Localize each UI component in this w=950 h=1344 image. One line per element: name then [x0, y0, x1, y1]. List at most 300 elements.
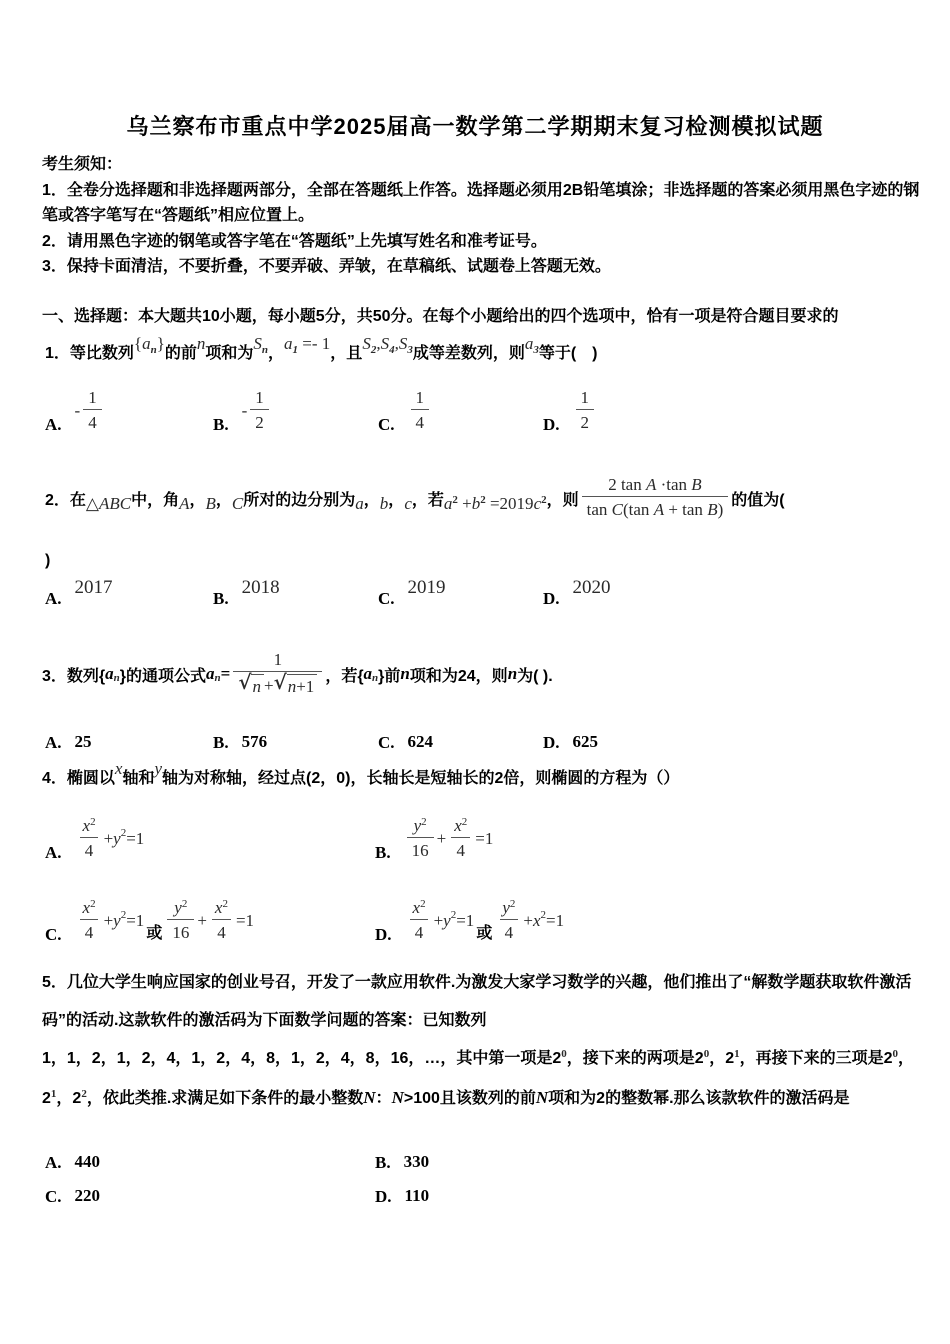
math-superscript: 2	[452, 494, 458, 506]
math-roman: =1	[546, 910, 565, 930]
math-group	[232, 494, 243, 514]
math-roman: 4	[88, 413, 97, 433]
fraction-numerator	[449, 816, 472, 837]
math-var: y	[113, 910, 121, 930]
fraction-denominator	[576, 409, 595, 434]
question-4-option-a	[45, 800, 144, 862]
fraction-numerator	[409, 816, 432, 837]
fraction-numerator	[269, 650, 288, 671]
math-roman: =1	[126, 828, 145, 848]
math-roman: -	[74, 401, 81, 421]
math-var-bold: a	[363, 664, 373, 683]
option-label: A.	[45, 589, 62, 608]
question-1-option-a	[45, 388, 105, 434]
question-4-stem	[42, 759, 942, 788]
option-label: D.	[543, 589, 560, 608]
math-roman: 4	[456, 841, 465, 860]
math-roman: 2018	[241, 577, 280, 598]
math-group	[355, 494, 364, 514]
option-label: D.	[375, 1187, 392, 1206]
math-var: A	[645, 474, 657, 494]
question-3-option-c	[378, 732, 433, 752]
radical	[273, 670, 318, 698]
option-label: C.	[378, 589, 395, 608]
question-5-option-a	[45, 1152, 100, 1172]
math-superscript: 2	[540, 908, 547, 921]
question-3-option-b	[213, 732, 267, 752]
math-subscript: n	[372, 672, 379, 684]
text-run: ，2	[709, 1050, 735, 1067]
math-roman: 16	[411, 841, 429, 860]
question-3-option-d	[543, 732, 598, 752]
fraction	[78, 816, 101, 862]
math-superscript: 0	[561, 1048, 567, 1060]
math-subscript: n	[150, 344, 157, 356]
text-run: ，2	[42, 1050, 915, 1107]
math-group	[179, 494, 189, 514]
notice-item-2: 2．请用黑色字迹的钢笔或答字笔在“答题纸”上先填写姓名和准考证号。	[42, 233, 547, 250]
fraction	[449, 816, 472, 862]
option-content	[404, 1152, 430, 1172]
question-1-option-d	[543, 388, 597, 434]
math-roman: 4	[217, 923, 226, 942]
fraction-numerator	[408, 898, 431, 919]
question-1-option-b	[213, 388, 272, 434]
math-group	[86, 494, 131, 514]
math-subscript: 1	[292, 344, 299, 356]
option-content	[75, 732, 92, 752]
fraction-numerator	[497, 898, 520, 919]
math-var: x	[214, 897, 223, 917]
math-var: a	[443, 494, 453, 513]
option-content	[408, 388, 433, 434]
option-label: B.	[375, 1153, 391, 1172]
option-content	[404, 816, 494, 862]
fraction	[408, 898, 431, 944]
math-var: B	[205, 494, 216, 513]
math-var: c	[404, 494, 412, 513]
text-run: 的值为(	[731, 491, 785, 509]
text-run: 的前	[164, 345, 197, 362]
text-run: ，	[215, 491, 232, 509]
math-var: S	[398, 334, 408, 353]
option-content	[405, 1186, 430, 1206]
question-5-option-b	[375, 1152, 429, 1172]
math-roman: ,	[376, 334, 381, 353]
text-run: ，且	[330, 345, 363, 362]
math-subscript: 3	[407, 344, 413, 356]
math-roman: +	[263, 676, 274, 696]
math-bold: 440	[74, 1152, 101, 1171]
option-label: A.	[45, 415, 62, 435]
option-label: C.	[45, 1187, 62, 1206]
math-var: a	[284, 334, 293, 353]
text-run: >100且该数列的前	[403, 1090, 536, 1107]
math-superscript: 0	[892, 1048, 898, 1060]
text-run: ，	[189, 491, 206, 509]
question-1-option-c	[378, 388, 432, 434]
option-content	[75, 1186, 101, 1206]
option-label: C.	[378, 415, 395, 435]
fraction-denominator	[451, 837, 470, 862]
math-superscript: 2	[450, 908, 457, 921]
math-group	[253, 334, 268, 354]
math-var: y	[113, 828, 121, 848]
question-2-option-b	[213, 577, 280, 608]
text-run: ，	[363, 491, 380, 509]
math-var: a	[142, 334, 151, 353]
option-content	[405, 898, 565, 944]
question-1-stem	[45, 334, 945, 363]
fraction	[411, 388, 430, 434]
option-label: B.	[213, 733, 229, 752]
math-group	[75, 577, 113, 599]
math-group	[573, 577, 611, 599]
math-roman: 16	[172, 923, 190, 942]
math-var: S	[362, 334, 371, 353]
math-var: y	[413, 815, 422, 835]
option-content	[573, 388, 598, 434]
math-var: S	[253, 334, 262, 353]
math-var: n	[287, 677, 297, 697]
question-2-option-d	[543, 577, 611, 608]
math-roman: 1	[255, 388, 264, 407]
math-var-bold: n	[507, 664, 518, 683]
question-2-option-a	[45, 577, 113, 608]
math-roman: 4	[84, 841, 94, 860]
fraction-numerator	[78, 898, 101, 919]
option-content	[75, 1152, 101, 1172]
math-subscript: n	[214, 672, 221, 684]
math-subscript: n	[113, 672, 120, 684]
radical-sign: √	[273, 670, 287, 695]
page-title: 乌兰察布市重点中学2025届高一数学第二学期期末复习检测模拟试题	[126, 114, 824, 139]
math-var: A	[179, 494, 190, 513]
math-bold: =	[220, 664, 231, 683]
math-roman: + tan	[664, 500, 708, 520]
math-superscript: 2	[120, 908, 127, 921]
math-superscript: 1	[50, 1088, 57, 1100]
fraction	[167, 898, 194, 944]
text-run: 项和为24，则	[409, 667, 508, 685]
math-var-bold: N	[535, 1088, 549, 1107]
text-run: 项和为	[205, 345, 254, 362]
radical-sign: √	[238, 670, 252, 695]
math-roman: 2019	[407, 577, 446, 598]
text-run: 成等差数列，则	[412, 345, 525, 362]
fraction	[497, 898, 520, 944]
math-var-bold: N	[391, 1088, 404, 1107]
fraction	[78, 898, 101, 944]
fraction	[407, 816, 434, 862]
math-superscript: 2	[461, 815, 468, 828]
math-var: S	[380, 334, 390, 353]
text-run: ，则	[546, 491, 579, 509]
math-var: C	[231, 494, 244, 513]
question-2-stem-continued: )	[45, 552, 51, 569]
math-var: x	[82, 815, 91, 835]
fraction	[250, 388, 269, 434]
math-superscript: 2	[480, 494, 486, 506]
fraction-denominator	[167, 919, 194, 944]
math-subscript: 2	[370, 344, 377, 356]
math-subscript: 3	[533, 344, 539, 356]
question-5-paragraph-2	[42, 1040, 926, 1119]
math-roman: 1	[88, 388, 97, 407]
math-roman: =1	[126, 910, 145, 930]
math-group	[206, 494, 216, 514]
math-roman: 4	[504, 923, 514, 942]
text-run: 所对的边分别为	[243, 491, 356, 509]
option-content	[242, 732, 268, 752]
fraction-denominator	[212, 919, 231, 944]
math-var: x	[82, 897, 91, 917]
math-var: y	[502, 897, 510, 917]
text-run: 轴为对称轴，经过点(2，0)，长轴长是短轴长的2倍，则椭圆的方程为（）	[162, 770, 680, 787]
option-label: B.	[213, 589, 229, 608]
text-run: ，若	[411, 491, 444, 509]
math-roman: =- 1	[298, 334, 331, 353]
math-var: x	[454, 815, 462, 835]
math-roman: +	[433, 910, 444, 930]
math-group	[284, 334, 330, 354]
math-var: n	[252, 677, 261, 697]
fraction-denominator	[407, 837, 434, 862]
text-run: 3．数列{	[42, 667, 106, 685]
text-run: ：	[375, 1090, 392, 1107]
text-run: }的通项公式	[119, 667, 206, 685]
option-label: A.	[45, 1153, 62, 1172]
fraction-numerator	[576, 388, 595, 409]
option-content	[75, 388, 105, 434]
notice-item-1: 1．全卷分选择题和非选择题两部分，全部在答题纸上作答。选择题必须用2B铅笔填涂；非选择题的答案必须用黑色字迹的钢笔或答字笔写在“答题纸”相应位置上。	[42, 182, 920, 224]
question-3-option-a	[45, 732, 92, 752]
fraction-denominator	[500, 919, 519, 944]
question-5-paragraph-1	[42, 964, 922, 1040]
math-superscript: 2	[541, 494, 547, 506]
text-run: ，依此类推.求满足如下条件的最小整数	[86, 1090, 364, 1107]
option-label: C.	[378, 733, 395, 752]
math-roman: 4	[84, 923, 94, 942]
text-run: ，	[268, 345, 285, 362]
option-content	[573, 732, 599, 752]
question-5-option-c	[45, 1186, 100, 1206]
math-roman: =1	[456, 910, 475, 930]
option-label: D.	[543, 415, 560, 435]
text-run: 项和为2的整数幂.那么该款软件的激活码是	[548, 1090, 850, 1107]
math-roman: +	[103, 828, 114, 848]
math-superscript: 2	[120, 826, 127, 839]
math-group	[404, 494, 412, 514]
text-run: 1，1，2，1，2，4，1，2，4，8，1，2，4，8，16，…，其中第一项是2	[42, 1050, 562, 1067]
fraction-denominator	[83, 409, 102, 434]
math-roman: +1	[296, 677, 315, 697]
option-content	[407, 577, 446, 608]
math-var-bold: N	[363, 1088, 376, 1107]
math-roman: 2017	[74, 577, 113, 598]
fraction	[210, 898, 233, 944]
fraction-denominator	[410, 919, 429, 944]
math-roman: 4	[415, 413, 425, 433]
math-group	[242, 577, 280, 599]
radicand	[287, 674, 318, 698]
math-roman: 2	[255, 413, 264, 433]
question-4-option-d	[375, 882, 564, 944]
fraction-numerator	[210, 898, 233, 919]
option-content	[241, 577, 280, 608]
text-run: ，再接下来的三项是2	[739, 1050, 893, 1067]
notice-heading: 考生须知：	[42, 156, 123, 173]
option-label: A.	[45, 843, 62, 862]
question-2-option-c	[378, 577, 446, 608]
math-roman: tan	[586, 500, 612, 520]
math-var: y	[154, 759, 163, 778]
math-var: n	[196, 334, 206, 353]
math-subscript: 4	[389, 344, 395, 356]
radical	[238, 670, 264, 698]
fraction-denominator	[80, 837, 99, 862]
math-roman: 1	[580, 388, 590, 407]
math-superscript: 2	[421, 815, 427, 828]
math-var: B	[707, 500, 718, 520]
math-var: y	[174, 897, 182, 917]
question-4-option-c	[45, 882, 254, 944]
radicand	[251, 674, 264, 698]
math-group	[134, 334, 165, 354]
math-superscript: 2	[420, 897, 426, 910]
math-var: x	[114, 759, 123, 778]
math-roman: }	[156, 334, 165, 353]
fraction-numerator	[83, 388, 102, 409]
fraction-numerator	[78, 816, 101, 837]
option-content	[242, 388, 272, 434]
math-var: C	[611, 500, 623, 520]
math-roman: +	[436, 828, 447, 848]
question-5-option-d	[375, 1186, 429, 1206]
math-roman: +	[197, 910, 207, 930]
fraction	[233, 650, 322, 698]
text-run: 5．几位大学生响应国家的创业号召，开发了一款应用软件.为激发大家学习数学的兴趣，他们推出了“解数学题获取软件激活码”的活动.这款软件的激活码为下面数学问题的答案：已知数列	[42, 974, 912, 1029]
text-run: 或	[476, 925, 493, 942]
math-var: a	[524, 334, 534, 353]
notice-item-3: 3．保持卡面清洁，不要折叠，不要弄破、弄皱，在草稿纸、试题卷上答题无效。	[42, 258, 611, 275]
fraction-numerator	[603, 475, 707, 496]
math-roman: 4	[414, 923, 424, 942]
math-roman: =1	[235, 910, 255, 930]
math-roman: +	[457, 494, 472, 513]
math-roman: {	[133, 334, 143, 353]
math-roman: 1	[415, 388, 425, 407]
math-roman: ,	[394, 334, 399, 353]
text-run: }前	[378, 667, 401, 685]
math-roman: =2019	[485, 494, 534, 513]
math-roman: +	[523, 910, 533, 930]
fraction-denominator	[411, 409, 430, 434]
math-superscript: 2	[81, 1088, 87, 1100]
text-run: ，若{	[325, 667, 364, 685]
option-label: A.	[45, 733, 62, 752]
text-run: 2．在	[45, 491, 86, 509]
option-content	[408, 732, 434, 752]
section-heading: 一、选择题：本大题共10小题，每小题5分，共50分。在每个小题给出的四个选项中，恰有一项是符合题目要求的	[42, 308, 839, 325]
math-var: y	[443, 910, 451, 930]
option-label: B.	[213, 415, 229, 435]
math-bold: 625	[572, 732, 599, 751]
question-3-stem	[42, 645, 942, 703]
question-2-stem	[45, 462, 945, 534]
math-bold: 330	[403, 1152, 430, 1171]
text-run: 或	[146, 925, 163, 942]
math-superscript: 2	[509, 897, 516, 910]
math-roman: +	[103, 910, 114, 930]
text-run: 轴和	[122, 770, 155, 787]
option-label: D.	[543, 733, 560, 752]
math-var: a	[355, 494, 364, 513]
option-label: B.	[375, 843, 391, 862]
math-superscript: 2	[90, 897, 96, 910]
text-run: 中，角	[131, 491, 180, 509]
math-group	[444, 494, 547, 514]
math-superscript: 2	[90, 815, 96, 828]
option-label: C.	[45, 925, 62, 944]
math-var: x	[532, 910, 541, 930]
math-roman: )	[717, 500, 724, 520]
math-var: x	[412, 897, 421, 917]
math-group	[154, 759, 162, 779]
math-roman: 2020	[572, 577, 611, 598]
text-run: 4．椭圆以	[42, 770, 115, 787]
math-superscript: 0	[703, 1048, 710, 1060]
question-4-option-b	[375, 800, 493, 862]
math-group	[197, 334, 206, 354]
math-var: A	[653, 500, 665, 520]
text-run: ，	[388, 491, 405, 509]
math-roman: 2	[580, 413, 590, 433]
math-var-bold: a	[105, 664, 114, 683]
math-group	[408, 577, 446, 599]
text-run: 1．等比数列	[45, 345, 134, 362]
text-run: ，接下来的两项是2	[566, 1050, 704, 1067]
math-var-bold: n	[400, 664, 410, 683]
math-superscript: 2	[222, 897, 228, 910]
math-group	[362, 334, 413, 354]
math-roman: 2 tan	[608, 474, 646, 494]
fraction-denominator	[582, 496, 729, 521]
text-run: 等于( )	[538, 345, 598, 362]
math-superscript: 1	[734, 1048, 740, 1060]
option-content	[75, 898, 255, 944]
math-var: b	[471, 494, 481, 513]
math-var: B	[691, 474, 702, 494]
fraction-denominator	[250, 409, 269, 434]
math-bold: 110	[404, 1186, 430, 1205]
math-roman: 1	[273, 649, 283, 669]
text-run: ，2	[56, 1090, 82, 1107]
math-var: c	[533, 494, 542, 513]
math-roman: =1	[475, 828, 494, 848]
fraction-denominator	[233, 671, 322, 698]
fraction-numerator	[250, 388, 269, 409]
math-var: ABC	[98, 494, 132, 513]
math-roman: ·tan	[656, 474, 692, 494]
fraction-numerator	[411, 388, 430, 409]
fraction	[83, 388, 102, 434]
math-bold: 220	[74, 1186, 101, 1205]
math-group	[380, 494, 389, 514]
fraction-numerator	[169, 898, 192, 919]
option-label: D.	[375, 925, 392, 944]
math-group	[525, 334, 539, 354]
